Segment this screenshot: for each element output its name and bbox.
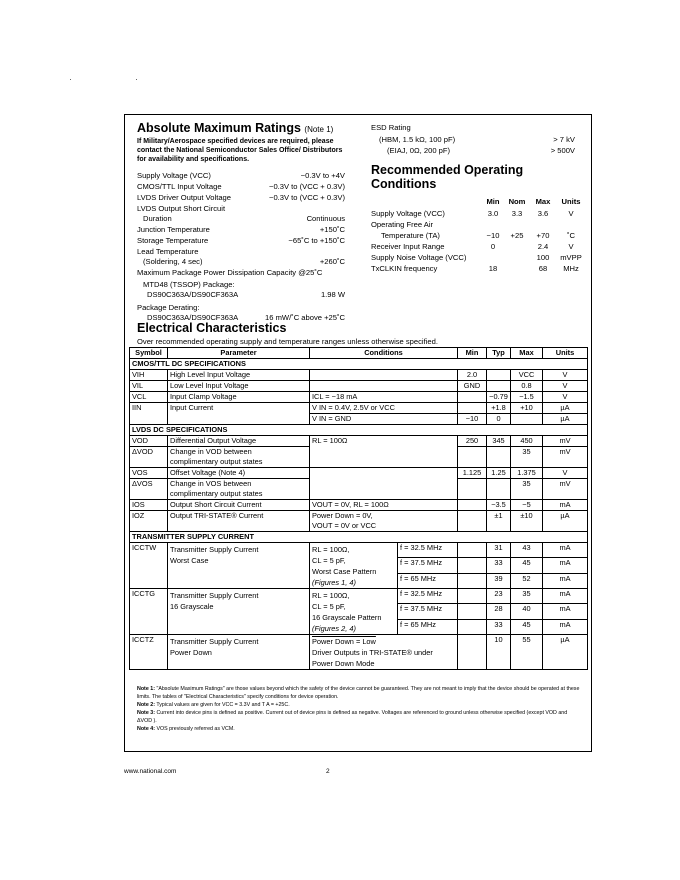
param-vih: High Level Input Voltage <box>168 370 310 381</box>
table-row <box>130 436 588 447</box>
max-iin-1: +10 <box>511 403 543 414</box>
sym-vih: VIH <box>130 370 168 381</box>
rec-op-nom-header: Nom <box>508 197 526 206</box>
sym-icctz: ICCTZ <box>130 635 168 670</box>
units-iin-2: µA <box>543 414 588 425</box>
col-max: Max <box>511 348 543 359</box>
section-cmos: CMOS/TTL DC SPECIFICATIONS <box>130 359 588 370</box>
cond-vcl: ICL = −18 mA <box>310 392 458 403</box>
units-ios: mA <box>543 500 588 511</box>
min-vcl <box>458 392 487 403</box>
max-icctw-2: 45 <box>511 558 543 573</box>
cond-icctg-line2: CL = 5 pF, <box>312 602 346 611</box>
cond-iin-2: V IN = GND <box>310 414 458 425</box>
footer-page-number: 2 <box>326 768 330 775</box>
rec-op-units <box>559 220 583 230</box>
abs-max-value: 1.98 W <box>320 290 345 299</box>
table-row <box>130 468 588 479</box>
col-symbol: Symbol <box>130 348 168 359</box>
rec-op-param: Supply Noise Voltage (VCC) <box>371 253 467 262</box>
units-vih: V <box>543 370 588 381</box>
col-typ: Typ <box>487 348 511 359</box>
max-vih: VCC <box>511 370 543 381</box>
max-icctg-2: 40 <box>511 604 543 619</box>
rec-op-units: V <box>568 209 574 218</box>
units-icctz: µA <box>543 635 588 670</box>
elec-title: Electrical Characteristics <box>137 321 287 335</box>
abs-max-label: DS90C363A/DS90CF363A <box>147 290 239 299</box>
min-vod: 250 <box>458 436 487 447</box>
abs-max-value: −0.3V to (VCC + 0.3V) <box>269 193 345 202</box>
col-units: Units <box>543 348 588 359</box>
typ-icctg-1: 23 <box>487 589 511 604</box>
rec-op-title <box>371 163 523 191</box>
cond-iin-1: V IN = 0.4V, 2.5V or VCC <box>310 403 458 414</box>
abs-max-value: 16 mW/˚C above +25˚C <box>265 313 345 322</box>
param-ios: Output Short Circuit Current <box>168 500 310 511</box>
table-row <box>130 511 588 532</box>
abs-max-value: −65˚C to +150˚C <box>288 236 345 245</box>
sym-dvod: ΔVOD <box>130 447 168 468</box>
rec-op-max: 100 <box>536 253 550 262</box>
abs-max-value: +260˚C <box>319 257 345 266</box>
section-row <box>130 359 588 370</box>
typ-dvod <box>487 447 511 468</box>
sym-icctg: ICCTG <box>130 589 168 635</box>
min-icctw-1 <box>458 543 487 558</box>
typ-ioz: ±1 <box>487 511 511 532</box>
abs-max-label: LVDS Output Short Circuit <box>137 204 226 213</box>
rec-op-param: TxCLKIN frequency <box>371 264 438 273</box>
min-icctg-2 <box>458 604 487 619</box>
esd-hbm-label: (HBM, 1.5 kΩ, 100 pF) <box>379 135 456 144</box>
param-icctg-line1: Transmitter Supply Current <box>170 591 259 600</box>
rec-op-nom <box>505 264 529 274</box>
esd-title: ESD Rating <box>371 123 411 132</box>
min-ioz <box>458 511 487 532</box>
param-icctz-line1: Transmitter Supply Current <box>170 637 259 646</box>
rec-op-max: 3.6 <box>537 209 549 218</box>
rec-op-nom: +25 <box>510 231 524 240</box>
freq-icctg-2: f = 37.5 MHz <box>398 604 458 619</box>
table-header-row <box>130 348 588 359</box>
freq-icctw-1: f = 32.5 MHz <box>398 543 458 558</box>
note-1 <box>137 685 583 701</box>
cond-vod: RL = 100Ω <box>310 436 458 468</box>
units-icctg-3: mA <box>543 619 588 634</box>
section-row <box>130 532 588 543</box>
rec-op-min: 18 <box>488 264 498 273</box>
col-min: Min <box>458 348 487 359</box>
typ-dvos <box>487 479 511 500</box>
max-dvos: 35 <box>511 479 543 500</box>
cond-icctw-line3: Worst Case Pattern <box>312 567 377 576</box>
cond-ioz-line2: VOUT = 0V or VCC <box>312 521 377 530</box>
units-icctw-1: mA <box>543 543 588 558</box>
note-4 <box>137 725 583 733</box>
rec-op-min-header: Min <box>486 197 500 206</box>
esd-hbm-value: > 7 kV <box>553 135 575 144</box>
table-row <box>130 381 588 392</box>
rec-op-title-line1: Recommended Operating <box>371 163 524 177</box>
rec-op-units: V <box>568 242 574 251</box>
note-4-label: Note 4: <box>137 726 155 732</box>
scan-dot <box>136 79 137 80</box>
max-icctw-1: 43 <box>511 543 543 558</box>
col-parameter: Parameter <box>168 348 310 359</box>
sym-vil: VIL <box>130 381 168 392</box>
cond-icctg-line4: (Figures 2, 4) <box>312 624 356 633</box>
typ-icctz: 10 <box>487 635 511 670</box>
typ-ios: −3.5 <box>487 500 511 511</box>
military-warning: If Military/Aerospace specified devices are required, please contact the National Semiconductor Sales Office/ Distributors for availability and specifications. <box>137 138 343 163</box>
section-row <box>130 425 588 436</box>
note-2-text: Typical values are given for VCC = 3.3V and T A = +25C. <box>156 702 290 708</box>
abs-max-label: LVDS Driver Output Voltage <box>137 193 231 202</box>
table-row <box>130 589 588 604</box>
rec-op-param: Supply Voltage (VCC) <box>371 209 445 218</box>
abs-max-label: Maximum Package Power Dissipation Capacity @25˚C <box>137 268 323 277</box>
cond-icctw-line4: (Figures 1, 4) <box>312 578 356 587</box>
sym-ios: IOS <box>130 500 168 511</box>
rec-op-min: 3.0 <box>487 209 499 218</box>
param-icctg <box>168 589 310 635</box>
typ-icctw-3: 39 <box>487 573 511 588</box>
typ-icctg-3: 33 <box>487 619 511 634</box>
abs-max-title-text: Absolute Maximum Ratings <box>137 121 301 135</box>
max-vil: 0.8 <box>511 381 543 392</box>
param-dvos <box>168 479 310 500</box>
param-icctw-line1: Transmitter Supply Current <box>170 545 259 554</box>
table-row <box>130 392 588 403</box>
units-vos: V <box>543 468 588 479</box>
param-vod: Differential Output Voltage <box>168 436 310 447</box>
rec-op-param: Temperature (TA) <box>381 231 440 240</box>
min-dvod <box>458 447 487 468</box>
table-row <box>130 500 588 511</box>
rec-op-max: +70 <box>536 231 550 240</box>
typ-vos: 1.25 <box>487 468 511 479</box>
abs-max-note-ref: (Note 1) <box>304 125 334 134</box>
max-icctg-1: 35 <box>511 589 543 604</box>
sym-vod: VOD <box>130 436 168 447</box>
max-vos: 1.375 <box>511 468 543 479</box>
abs-max-label: Storage Temperature <box>137 236 209 245</box>
param-dvos-line1: Change in VOS between <box>170 479 252 488</box>
min-ios <box>458 500 487 511</box>
cond-icctz-line3: Power Down Mode <box>312 659 375 668</box>
table-row <box>130 370 588 381</box>
units-ioz: µA <box>543 511 588 532</box>
cond-vos <box>310 468 458 500</box>
cond-ioz <box>310 511 458 532</box>
sym-icctw: ICCTW <box>130 543 168 589</box>
abs-max-label: Package Derating: <box>137 303 200 312</box>
min-icctw-2 <box>458 558 487 573</box>
footer-website[interactable]: www.national.com <box>124 768 177 775</box>
abs-max-label: (Soldering, 4 sec) <box>143 257 203 266</box>
units-icctg-2: mA <box>543 604 588 619</box>
param-dvod-line1: Change in VOD between <box>170 447 252 456</box>
param-vil: Low Level Input Voltage <box>168 381 310 392</box>
typ-icctg-2: 28 <box>487 604 511 619</box>
rec-op-nom <box>505 220 529 230</box>
cond-icctw <box>310 543 398 589</box>
note-3-text: Current into device pins is defined as positive. Current out of device pins is defined as negative. Voltages are referenced to ground unless otherwise specified (except VOD and ΔVOD ). <box>137 710 568 724</box>
rec-op-max-header: Max <box>535 197 551 206</box>
min-iin-2: −10 <box>458 414 487 425</box>
abs-max-value: −0.3V to (VCC + 0.3V) <box>269 182 345 191</box>
rec-op-units: MHz <box>563 264 579 273</box>
rec-op-param: Operating Free Air <box>371 220 434 229</box>
sym-vcl: VCL <box>130 392 168 403</box>
esd-eiaj-value: > 500V <box>550 146 575 155</box>
typ-icctw-1: 31 <box>487 543 511 558</box>
max-ioz: ±10 <box>511 511 543 532</box>
min-vos: 1.125 <box>458 468 487 479</box>
note-1-text: "Absolute Maximum Ratings" are those values beyond which the safety of the device cannot be guaranteed. They are not meant to imply that the device should be operated at these limits. The tables of "Electrical Characteristics" specify conditions for device operation. <box>137 686 580 700</box>
max-vcl: −1.5 <box>511 392 543 403</box>
rec-op-min <box>481 253 505 263</box>
cond-icctw-line2: CL = 5 pF, <box>312 556 346 565</box>
min-dvos <box>458 479 487 500</box>
cond-icctz-line1: Power Down = Low <box>312 637 376 646</box>
units-dvod: mV <box>543 447 588 468</box>
param-icctz <box>168 635 310 670</box>
param-vos: Offset Voltage (Note 4) <box>168 468 310 479</box>
param-icctz-line2: Power Down <box>170 648 212 657</box>
esd-eiaj-label: (EIAJ, 0Ω, 200 pF) <box>387 146 451 155</box>
typ-iin-1: +1.8 <box>487 403 511 414</box>
max-dvod: 35 <box>511 447 543 468</box>
units-iin-1: µA <box>543 403 588 414</box>
units-icctw-3: mA <box>543 573 588 588</box>
table-row <box>130 635 588 670</box>
units-dvos: mV <box>543 479 588 500</box>
max-icctw-3: 52 <box>511 573 543 588</box>
note-3 <box>137 709 583 725</box>
abs-max-label: MTD48 (TSSOP) Package: <box>143 280 235 289</box>
section-supply: TRANSMITTER SUPPLY CURRENT <box>130 532 588 543</box>
units-vil: V <box>543 381 588 392</box>
units-icctw-2: mA <box>543 558 588 573</box>
sym-dvos: ΔVOS <box>130 479 168 500</box>
note-4-text: VOS previously referred as VCM. <box>156 726 235 732</box>
elec-subtitle: Over recommended operating supply and temperature ranges unless otherwise specified. <box>137 337 438 346</box>
rec-op-title-line2: Conditions <box>371 177 437 191</box>
units-icctg-1: mA <box>543 589 588 604</box>
abs-max-label: Lead Temperature <box>137 247 199 256</box>
rec-op-min: 0 <box>490 242 496 251</box>
sym-ioz: IOZ <box>130 511 168 532</box>
abs-max-value: Continuous <box>306 214 345 223</box>
min-icctw-3 <box>458 573 487 588</box>
min-icctg-1 <box>458 589 487 604</box>
max-icctz: 55 <box>511 635 543 670</box>
col-conditions: Conditions <box>310 348 458 359</box>
table-row <box>130 403 588 414</box>
min-iin-1 <box>458 403 487 414</box>
abs-max-label: Supply Voltage (VCC) <box>137 171 211 180</box>
cond-vil <box>310 381 458 392</box>
param-dvod-line2: complimentary output states <box>170 457 263 466</box>
rec-op-nom <box>505 253 529 263</box>
freq-icctg-1: f = 32.5 MHz <box>398 589 458 604</box>
rec-op-param: Receiver Input Range <box>371 242 445 251</box>
max-icctg-3: 45 <box>511 619 543 634</box>
table-row <box>130 543 588 558</box>
typ-icctw-2: 33 <box>487 558 511 573</box>
param-iin: Input Current <box>168 403 310 425</box>
freq-icctw-3: f = 65 MHz <box>398 573 458 588</box>
note-2-label: Note 2: <box>137 702 155 708</box>
typ-vod: 345 <box>487 436 511 447</box>
rec-op-max: 68 <box>538 264 548 273</box>
abs-max-label: DS90C363A/DS90CF363A <box>147 313 239 322</box>
note-3-label: Note 3: <box>137 710 155 716</box>
freq-icctw-2: f = 37.5 MHz <box>398 558 458 573</box>
param-ioz: Output TRI-STATE® Current <box>168 511 310 532</box>
units-vcl: V <box>543 392 588 403</box>
cond-icctw-line1: RL = 100Ω, <box>312 545 350 554</box>
rec-op-max <box>531 220 555 230</box>
electrical-table <box>129 347 588 670</box>
note-1-label: Note 1: <box>137 686 155 692</box>
typ-vil <box>487 381 511 392</box>
max-iin-2 <box>511 414 543 425</box>
param-vcl: Input Clamp Voltage <box>168 392 310 403</box>
param-icctg-line2: 16 Grayscale <box>170 602 214 611</box>
typ-vcl: −0.79 <box>487 392 511 403</box>
cond-icctz <box>310 635 458 670</box>
rec-op-min: −10 <box>486 231 500 240</box>
typ-vih <box>487 370 511 381</box>
rec-op-max: 2.4 <box>537 242 549 251</box>
datasheet-page <box>124 114 592 752</box>
rec-op-units-header: Units <box>561 197 581 206</box>
min-icctg-3 <box>458 619 487 634</box>
cond-icctg-line3: 16 Grayscale Pattern <box>312 613 382 622</box>
cond-vih <box>310 370 458 381</box>
min-vih: 2.0 <box>458 370 487 381</box>
rec-op-units: mVPP <box>560 253 582 262</box>
rec-op-nom: 3.3 <box>511 209 523 218</box>
abs-max-label: CMOS/TTL Input Voltage <box>137 182 222 191</box>
sym-vos: VOS <box>130 468 168 479</box>
rec-op-units: ˚C <box>566 231 575 240</box>
min-vil: GND <box>458 381 487 392</box>
param-dvos-line2: complimentary output states <box>170 489 263 498</box>
abs-max-value: −0.3V to +4V <box>300 171 345 180</box>
notes-block <box>137 685 583 733</box>
freq-icctg-3: f = 65 MHz <box>398 619 458 634</box>
cond-icctg <box>310 589 398 635</box>
cond-ioz-line1: Power Down = 0V, <box>312 511 373 520</box>
max-vod: 450 <box>511 436 543 447</box>
typ-iin-2: 0 <box>487 414 511 425</box>
cond-icctg-line1: RL = 100Ω, <box>312 591 350 600</box>
section-lvds: LVDS DC SPECIFICATIONS <box>130 425 588 436</box>
scan-dot <box>70 79 71 80</box>
cond-ios: VOUT = 0V, RL = 100Ω <box>310 500 458 511</box>
max-ios: −5 <box>511 500 543 511</box>
abs-max-value: +150˚C <box>319 225 345 234</box>
sym-iin: IIN <box>130 403 168 425</box>
abs-max-label: Duration <box>143 214 172 223</box>
note-2 <box>137 701 583 709</box>
rec-op-min <box>481 220 505 230</box>
abs-max-title <box>137 121 333 135</box>
cond-icctz-line2: Driver Outputs in TRI-STATE® under <box>312 648 433 657</box>
min-icctz <box>458 635 487 670</box>
param-icctw <box>168 543 310 589</box>
rec-op-nom <box>505 242 529 252</box>
param-icctw-line2: Worst Case <box>170 556 209 565</box>
abs-max-label: Junction Temperature <box>137 225 210 234</box>
units-vod: mV <box>543 436 588 447</box>
param-dvod <box>168 447 310 468</box>
